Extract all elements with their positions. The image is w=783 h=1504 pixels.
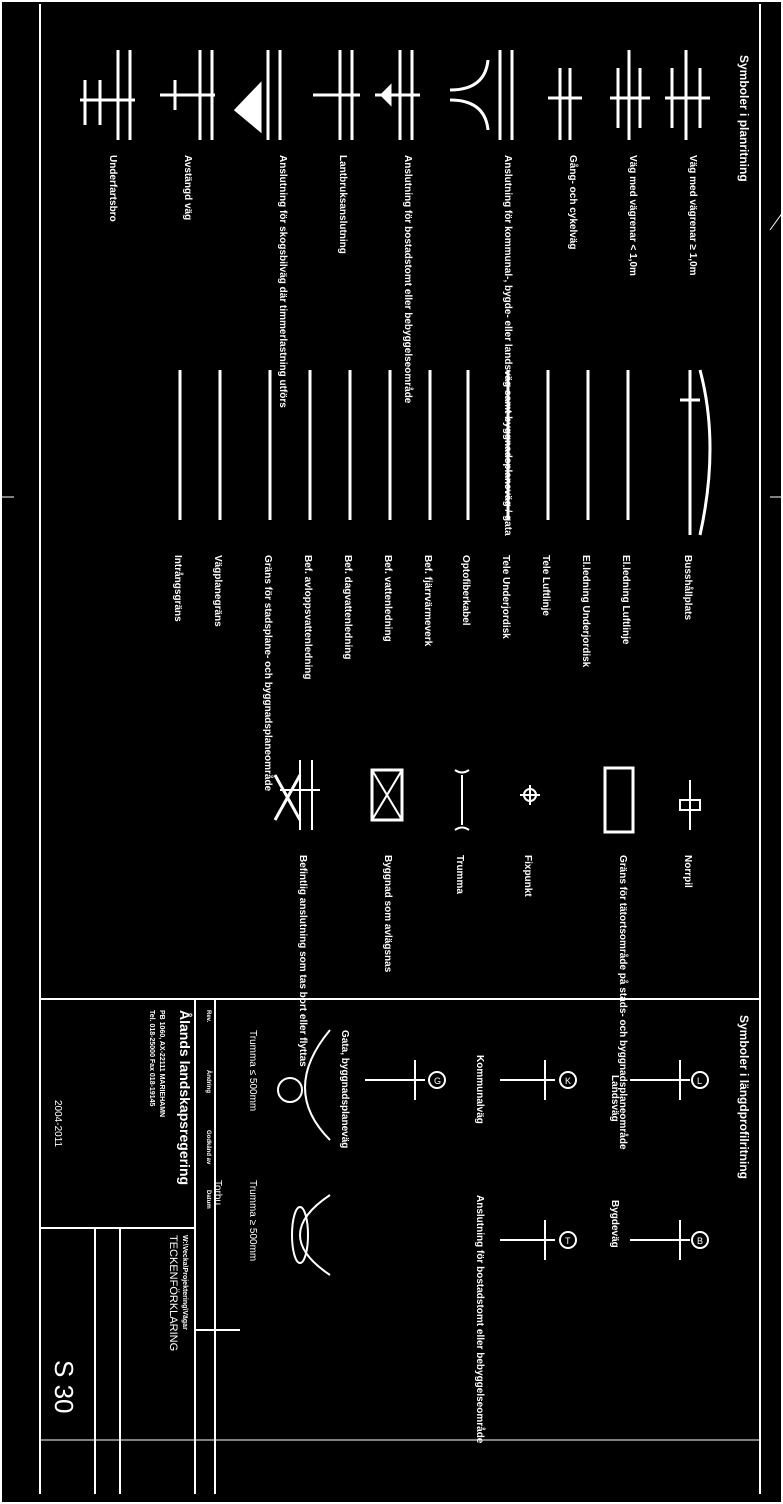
line-label: Optofiberkabel [460, 555, 471, 626]
column-label: Rev. [205, 1010, 211, 1023]
line-label: Tele Underjordisk [500, 555, 511, 639]
line-label: El.ledning Underjordisk [580, 555, 591, 668]
titleblock-labels [49, 1010, 223, 1414]
plan-label: Anslutning för bostadstomt eller bebyggelseområde [402, 155, 413, 404]
misc-symbols [275, 760, 700, 832]
plan-label: Väg med vägrenar < 1,0m [627, 155, 638, 276]
profile-letter: K [565, 1076, 572, 1086]
road-narrow-symbol [610, 50, 650, 140]
profile-letter: T [565, 1236, 571, 1246]
address-2: Tel. 018-25000 Fax 018-19145 [148, 1010, 155, 1107]
plan-label: Väg med vägrenar ≥ 1,0m [687, 155, 698, 276]
misc-label: Trumma [454, 855, 465, 894]
misc-label: Befintlig anslutning som tas bort eller flyttas [297, 855, 308, 1067]
plan-label: Anslutning för skogsbilväg där timmerlastning utförs [277, 155, 288, 408]
plan-label: Anslutning för kommunal-, bygde- eller landsväg samt byggnadsplaneväg / gata [502, 155, 513, 536]
line-label: Bef. dagvattenledning [342, 555, 353, 660]
address-1: PB 1060, AX-22111 MARIEHAMN [158, 1010, 165, 1118]
org-name: Ålands landskapsregering [177, 1010, 193, 1186]
profile-trumma-small-circle [278, 1078, 302, 1102]
junction-farm-symbol [313, 50, 360, 140]
title-block [40, 1000, 760, 1494]
line-label: Busshållplats [682, 555, 693, 621]
junction-housing-symbol [375, 50, 420, 140]
profile-label: Bygdeväg [609, 1200, 620, 1248]
profile-heading: Symboler i längdprofilritning [737, 1015, 751, 1180]
north-arrow-icon [680, 780, 700, 830]
cycle-path-symbol [548, 68, 582, 140]
profile-labels [247, 1030, 703, 1444]
urban-border-symbol [605, 768, 633, 832]
demolish-building-icon [372, 770, 402, 820]
misc-label: Fixpunkt [522, 855, 533, 897]
profile-label: Landsväg [609, 1075, 620, 1122]
drawing-title: TECKENFÖRKLARING [167, 1235, 179, 1352]
plan-label: Lantbruksanslutning [337, 155, 348, 254]
line-label: Bef. avloppsvattenledning [302, 555, 313, 680]
misc-label: Gräns för tätortsområde på stads- och byggnadsplaneområde [617, 855, 628, 1150]
fixpoint-icon [520, 785, 540, 805]
plan-labels [107, 155, 698, 536]
date-text: 2004-2011 [52, 1100, 63, 1148]
bus-stop-curve [700, 370, 710, 535]
sheet-border [1, 1, 782, 1503]
trumma-large-label: Trumma ≥ 500mm [247, 1180, 258, 1262]
column-label: Datum [205, 1190, 211, 1209]
profile-letter: G [434, 1076, 442, 1086]
drawing-path: W:\Vecka\Projektering\Vägar [181, 1235, 188, 1330]
plan-symbols [80, 50, 710, 140]
line-label: Bef. vattenledning [382, 555, 393, 642]
misc-label: Byggnad som avlägsnas [382, 855, 393, 973]
line-label: Bef. fjärrvärmeverk [422, 555, 433, 647]
line-type-symbols [180, 370, 710, 535]
underpass-symbol [80, 50, 135, 140]
profile-label: Anslutning för bostadstomt eller bebyggelseområde [474, 1195, 485, 1444]
misc-labels [297, 855, 693, 1150]
column-label: Godkänd av [205, 1130, 211, 1165]
line-label: Vägplanegräns [212, 555, 223, 627]
culvert-icon [455, 770, 469, 830]
location-text: Torbu [212, 1180, 223, 1206]
junction-timber-symbol [236, 50, 280, 140]
line-label: El.ledning Luftlinje [620, 555, 631, 645]
remove-junction-symbol [275, 760, 320, 830]
plan-label: Underfartsbro [107, 155, 118, 222]
closed-road-symbol [160, 50, 215, 140]
profile-gata [365, 1060, 445, 1100]
junction-major-symbol [450, 50, 512, 140]
profile-letter: B [697, 1236, 704, 1246]
profile-trumma-large-arc [300, 1195, 330, 1275]
misc-label: Norrpil [682, 855, 693, 888]
road-wide-symbol [665, 50, 710, 140]
plan-label: Gång- och cykelväg [567, 155, 578, 250]
line-labels [172, 555, 694, 792]
profile-letter: L [697, 1076, 703, 1086]
plan-label: Avstängd väg [182, 155, 193, 221]
line-label: Gräns för stadsplane- och byggnadsplaneområde [262, 555, 273, 792]
line-label: Intrångsgräns [172, 555, 183, 622]
plan-heading: Symboler i planritning [737, 55, 751, 182]
profile-label: Kommunalväg [474, 1055, 485, 1124]
column-label: Ändring [205, 1070, 211, 1093]
line-label: Tele Luftlinje [540, 555, 551, 616]
profile-label: Gata, byggnadsplaneväg [339, 1030, 350, 1149]
trumma-small-label: Trumma ≤ 500mm [247, 1030, 258, 1112]
sheet-number: S 30 [49, 1360, 79, 1414]
